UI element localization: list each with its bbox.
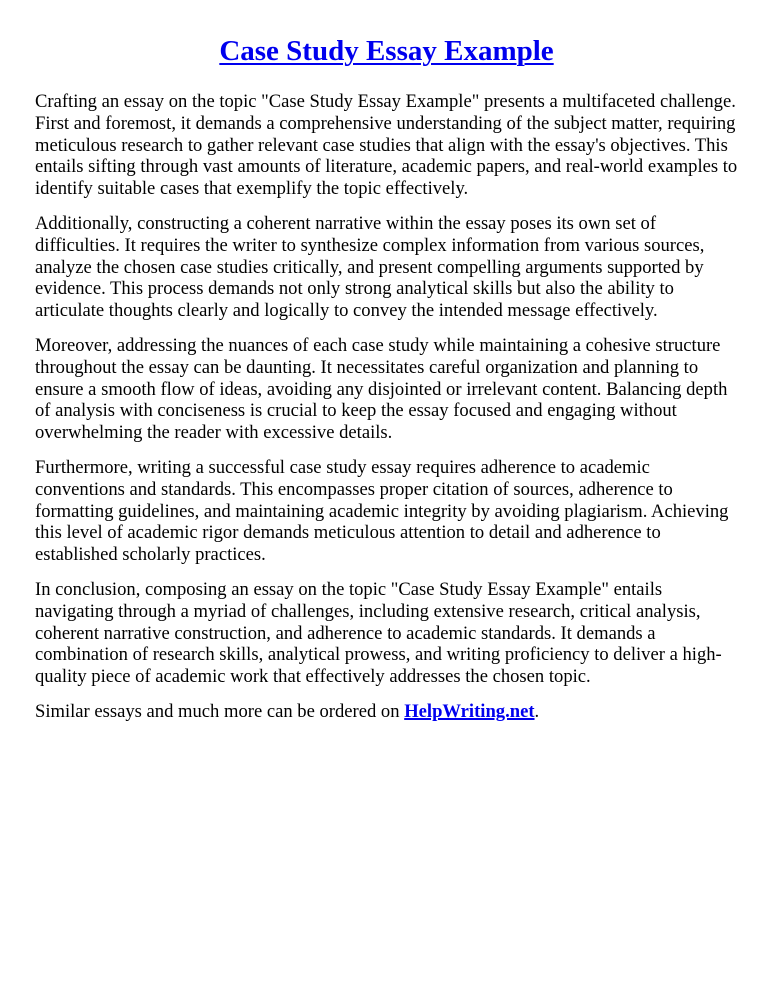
paragraph-5: In conclusion, composing an essay on the topic "Case Study Essay Example" entails navigating through a myriad of challenges, including extensive research, critical analysis, coherent narrative construction, and adherence to academic standards. It demands a combination of research skills, analytical prowess, and writing proficiency to deliver a high-quality piece of academic work that effectively addresses the chosen topic. (35, 578, 722, 688)
helpwriting-link[interactable]: HelpWriting.net (404, 700, 535, 722)
closing-suffix: . (534, 700, 540, 722)
paragraph-2: Additionally, constructing a coherent narrative within the essay poses its own set of difficulties. It requires the writer to synthesize complex information from various sources, analyze the chosen case studies critically, and present compelling arguments supported by evidence. This process demands not only strong analytical skills but also the ability to articulate thoughts clearly and logically to convey the intended message effectively. (35, 212, 705, 322)
page-title (35, 33, 738, 69)
paragraph-3: Moreover, addressing the nuances of each case study while maintaining a cohesive structure throughout the essay can be daunting. It necessitates careful organization and planning to ensure a smooth flow of ideas, avoiding any disjointed or irrelevant content. Balancing depth of analysis with conciseness is crucial to keep the essay focused and engaging without overwhelming the reader with excessive details. (35, 334, 728, 444)
paragraph-4: Furthermore, writing a successful case study essay requires adherence to academic conventions and standards. This encompasses proper citation of sources, adherence to formatting guidelines, and maintaining academic integrity by avoiding plagiarism. Achieving this level of academic rigor demands meticulous attention to detail and adherence to established scholarly practices. (35, 456, 729, 566)
paragraph-1: Crafting an essay on the topic "Case Study Essay Example" presents a multifaceted challenge. First and foremost, it demands a comprehensive understanding of the subject matter, requiring meticulous research to gather relevant case studies that align with the essay's objectives. This entails sifting through vast amounts of literature, academic papers, and real-world examples to identify suitable cases that exemplify the topic effectively. (35, 91, 738, 200)
closing-prefix: Similar essays and much more can be ordered on (35, 700, 405, 722)
closing-line (35, 701, 738, 723)
title-link[interactable]: Case Study Essay Example (219, 35, 554, 67)
